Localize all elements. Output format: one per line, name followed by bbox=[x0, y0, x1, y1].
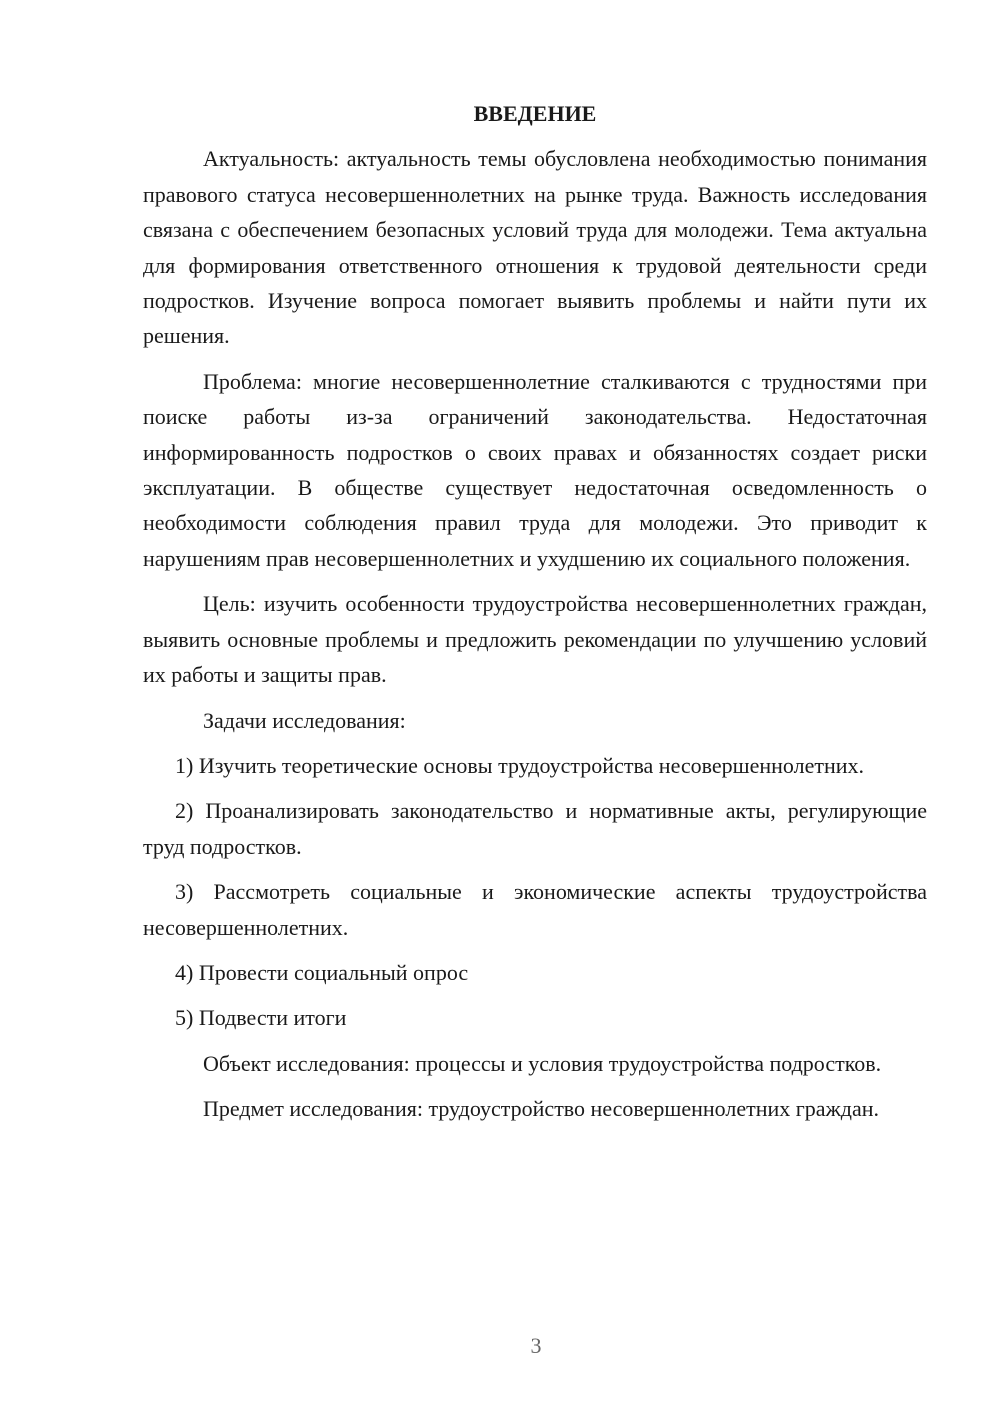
task-item-5: 5) Подвести итоги bbox=[175, 1005, 347, 1031]
tasks-heading: Задачи исследования: bbox=[203, 707, 406, 733]
problem-paragraph: Проблема: многие несовершеннолетние сталкиваются с трудностями при поиске работы из-за ограничений законодательства. Недостаточная информированность подростков о своих правах и обязанностях создает риски эксплуатации. В обществе существует недостаточная осведомленность о необходимости соблюдения правил труда для молодежи. Это приводит к нарушениям прав несовершеннолетних и ухудшению их социального положения. bbox=[143, 368, 927, 571]
task-item-4: 4) Провести социальный опрос bbox=[175, 959, 469, 985]
subject-paragraph: Предмет исследования: трудоустройство несовершеннолетних граждан. bbox=[203, 1096, 880, 1122]
task-item-3: 3) Рассмотреть социальные и экономические аспекты трудоустройства несовершеннолетних. bbox=[143, 879, 927, 940]
goal-paragraph: Цель: изучить особенности трудоустройства несовершеннолетних граждан, выявить основные проблемы и предложить рекомендации по улучшению условий их работы и защиты прав. bbox=[143, 591, 927, 688]
page-number: 3 bbox=[530, 1333, 542, 1358]
page-title: ВВЕДЕНИЕ bbox=[473, 101, 597, 126]
object-paragraph: Объект исследования: процессы и условия трудоустройства подростков. bbox=[203, 1050, 882, 1076]
task-item-2: 2) Проанализировать законодательство и нормативные акты, регулирующие труд подростков. bbox=[143, 798, 927, 859]
document-page bbox=[143, 96, 927, 1127]
task-item-1: 1) Изучить теоретические основы трудоустройства несовершеннолетних. bbox=[175, 752, 865, 778]
relevance-paragraph: Актуальность: актуальность темы обусловлена необходимостью понимания правового статуса несовершеннолетних на рынке труда. Важность исследования связана с обеспечением безопасных условий труда для молодежи. Тема актуальна для формирования ответственного отношения к трудовой деятельности среди подростков. Изучение вопроса помогает выявить проблемы и найти пути их решения. bbox=[143, 146, 927, 349]
